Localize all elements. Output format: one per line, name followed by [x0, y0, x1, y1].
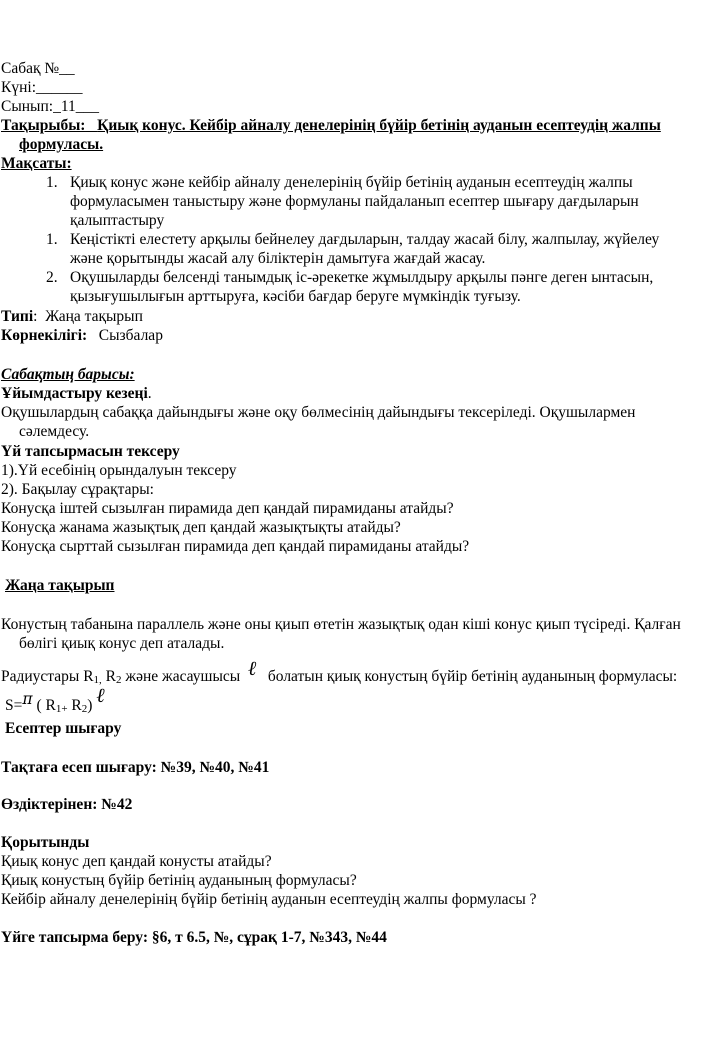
- formula-part: R: [67, 697, 82, 714]
- homework-check-line: 2). Бақылау сұрақтары:: [1, 481, 154, 498]
- area-formula: [5, 683, 105, 715]
- formula-intro-text: R: [101, 668, 116, 685]
- lesson-type: Типі: Жаңа тақырып: [1, 308, 143, 325]
- pi-symbol: π: [22, 690, 33, 708]
- org-heading-line: Ұйымдастыру кезеңі.: [1, 385, 152, 402]
- formula-intro-text: болатын қиық конустың бүйір бетінің ауданының формуласы:: [267, 668, 678, 685]
- progress-heading: Сабақтың барысы:: [1, 366, 135, 383]
- conclusion-question: Қиық конус деп қандай конусты атайды?: [1, 853, 272, 870]
- visual-aids-label: Көрнекілігі:: [1, 327, 88, 344]
- control-question: Конусқа жанама жазықтық деп қандай жазықтықты атайды?: [1, 519, 401, 536]
- goal-3-text: Оқушыларды белсенді танымдық іс-әрекетке жұмылдыру арқылы пәнге деген ынтасын,: [70, 269, 654, 286]
- goal-1-number: 1.: [46, 174, 58, 191]
- topic-line: [1, 117, 661, 135]
- goal-1-text: Қиық конус және кейбір айналу денелерінің бүйір бетінің ауданын есептеудің жалпы: [70, 174, 633, 191]
- conclusion-question: Қиық конустың бүйір бетінің ауданының формуласы?: [1, 872, 357, 889]
- ell-symbol: ℓ: [96, 683, 105, 707]
- goal-2-text: Кеңістікті елестету арқылы бейнелеу дағдыларын, талдау жасай білу, жалпылау, жүйелеу: [70, 231, 660, 248]
- board-problems: Тақтаға есеп шығару: №39, №40, №41: [1, 759, 270, 776]
- lesson-date: Күні:______: [1, 79, 83, 96]
- org-heading: Ұйымдастыру кезеңі: [1, 385, 148, 402]
- formula-intro-text: Радиустары R: [1, 668, 94, 685]
- goal-1-text: формуласымен таныстыру және формуланы пайдаланып есептер шығару дағдыларын: [70, 193, 639, 210]
- visual-aids-value: Сызбалар: [98, 327, 163, 344]
- definition-text: бөлігі қиық конус деп аталады.: [19, 635, 225, 652]
- org-text: сәлемдесу.: [19, 423, 90, 440]
- homework-check-heading: Үй тапсырмасын тексеру: [1, 443, 180, 460]
- formula-intro-text: және жасаушысы: [121, 668, 241, 685]
- goal-2-text: және қорытынды жасай алу біліктерін дамытуға жағдай жасау.: [70, 250, 486, 267]
- homework-check-line: 1).Үй есебінің орындалуын тексеру: [1, 462, 237, 479]
- conclusion-question: Кейбір айналу денелерінің бүйір бетінің ауданын есептеудің жалпы формуласы ?: [1, 891, 537, 908]
- topic-title-cont: формуласы.: [19, 136, 104, 153]
- formula-s: S=: [5, 697, 23, 714]
- control-question: Конусқа сырттай сызылған пирамида деп қандай пирамиданы атайды?: [1, 538, 470, 555]
- lesson-type-value: Жаңа тақырып: [45, 308, 143, 325]
- visual-aids: [1, 327, 163, 345]
- topic-title: Қиық конус. Кейбір айналу денелерінің бүйір бетінің ауданын есептеудің жалпы: [97, 117, 661, 134]
- goal-3-text: қызығушылығын арттыруға, кәсіби бағдар беруге мүмкіндік туғызу.: [70, 288, 521, 305]
- control-question: Конусқа іштей сызылған пирамида деп қандай пирамиданы атайды?: [1, 500, 454, 517]
- ell-symbol: ℓ: [247, 656, 257, 680]
- new-topic-heading: Жаңа тақырып: [5, 577, 115, 594]
- problems-heading: Есептер шығару: [5, 720, 122, 737]
- goals-heading: Мақсаты:: [1, 155, 72, 172]
- formula-subscript: 2: [116, 674, 122, 686]
- formula-subscript: 1,: [93, 674, 102, 686]
- formula-part: ): [87, 697, 93, 714]
- homework-assignment: Үйге тапсырма беру: §6, т 6.5, №, сұрақ 1-7, №343, №44: [1, 929, 387, 946]
- formula-part: ( R: [32, 697, 56, 714]
- formula-subscript: 1+: [55, 703, 68, 715]
- topic-label: Тақырыбы:: [1, 117, 86, 134]
- goal-3-number: 2.: [46, 269, 58, 286]
- goal-2-number: 1.: [46, 231, 58, 248]
- definition-text: Конустың табанына параллель және оны қиып өтетін жазықтық одан кіші конус қиып түсіреді. Қалған: [1, 616, 681, 633]
- self-work-problems: Өздіктерінен: №42: [1, 796, 133, 813]
- conclusion-heading: Қорытынды: [1, 834, 90, 851]
- goal-1-text: қалыптастыру: [70, 212, 165, 229]
- org-text: Оқушылардың сабаққа дайындығы және оқу бөлмесінің дайындығы тексеріледі. Оқушылармен: [1, 404, 636, 421]
- class-number: Сынып:_11___: [1, 98, 99, 115]
- formula-subscript: 2: [81, 703, 88, 715]
- lesson-number: Сабақ №__: [1, 60, 75, 77]
- lesson-type-label: Типі: [1, 308, 34, 325]
